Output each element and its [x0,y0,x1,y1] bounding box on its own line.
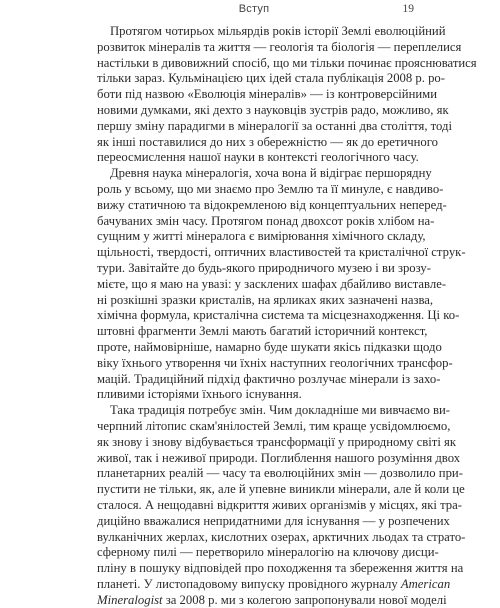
text-line: переосмислення нашої науки в контексті геологічного часу. [97,150,419,165]
text-line: сталося. А нещодавні відкриття живих організмів у місцях, які тра- [97,497,462,512]
text-line: як знову і знову відбувається трансформації у природному світі як [97,434,457,449]
text-line: мієте, що я маю на увазі: у засклених шафах дбайливо виставле- [97,276,447,291]
text-line: вижу статичною та відокремленою від концептуальних неперед- [97,197,447,212]
text-line: боти під назвою «Еволюція мінералів» — із контроверсійними [97,87,437,102]
text-line: новими думками, які дехто з науковців зустрів радо, можливо, як [97,102,449,117]
text-line: пліну в пошуку відповідей про походження та збереження життя на [97,561,464,576]
text-line: розвиток мінералів та життя — геологія та біологія — переплелися [97,39,462,54]
text-line: сущним у житті мінералога є вимірювання хімічного складу, [97,229,426,244]
italic-journal-title: Mineralogist [97,592,163,607]
text-line: вулканічних жерлах, кислотних озерах, арктичних льодах та страто- [97,529,466,544]
text-line: мацій. Традиційний підхід фактично розлучає мінерали із захо- [97,371,441,386]
text-line: роль у всьому, що ми знаємо про Землю та її минуле, є навдиво- [97,181,444,196]
text-line: тільки зараз. Кульмінацією цих ідей стала публікація 2008 р. ро- [97,71,445,86]
body-text [97,24,477,608]
text-line: віку їхнього утворення чи їхніх наступних геологічних трансфор- [97,355,453,370]
text-line: Древня наука мінералогія, хоча вона й відіграє першорядну [110,166,432,181]
text-line: першу зміну парадигми в мінералогії за останні два століття, тоді [97,118,453,133]
text-line: пливими історіями їхнього існування. [97,387,302,402]
text-line: щільності, твердості, оптичних властивостей та кристалічної струк- [97,245,466,260]
italic-journal-title: American [400,576,451,591]
text-line: планеті. У листопадовому випуску провідного журналу American [97,576,451,591]
text-line: проте, наймовірніше, намарно буде шукати якісь підказки щодо [97,339,442,354]
text-line: штовні фрагменти Землі мають багатий історичний контекст, [97,324,428,339]
text-line: пустити не тільки, як, але й упевне виникли мінерали, але й коли це [97,482,465,497]
text-line: бачуваних змін часу. Протягом понад двохсот років хлібом на- [97,213,435,228]
text-line: сферному пилі — перетворило мінералогію на ключову дисци- [97,545,439,560]
text-line: планетарних реалій — часу та еволюційних змін — дозволило при- [97,466,463,481]
running-head-title: Вступ [238,3,270,15]
text-line: живої, так і неживої природи. Поглиблення нашого розуміння двох [97,450,461,465]
page-number: 19 [402,3,414,15]
text-line: хімічна формула, кристалічна система та місцезнаходження. Ці ко- [97,308,460,323]
text-line: настільки в дивовижний спосіб, що ми тільки починає прояснюватися [97,55,477,70]
text-line: Така традиція потребує змін. Чим докладніше ми вивчаємо ви- [110,403,450,418]
text-line: ні розкішні зразки кристалів, на ярликах яких зазначені назва, [97,292,434,307]
text-line: диційно вважалися непридатними для існування — у розпечених [97,513,450,528]
text-line: як інші поставилися до них з обережністю — як до еретичного [97,134,438,149]
text-line: Mineralogist за 2008 р. ми з колегою запропонували нової моделі [97,592,447,607]
text-line: черпний літопис скам'янілостей Землі, тим краще усвідомлюємо, [97,418,451,433]
text-line: тури. Завітайте до будь-якого природничого музею і ви зрозу- [97,260,431,275]
text-line: Протягом чотирьох мільярдів років історії Землі еволюційний [110,24,446,38]
